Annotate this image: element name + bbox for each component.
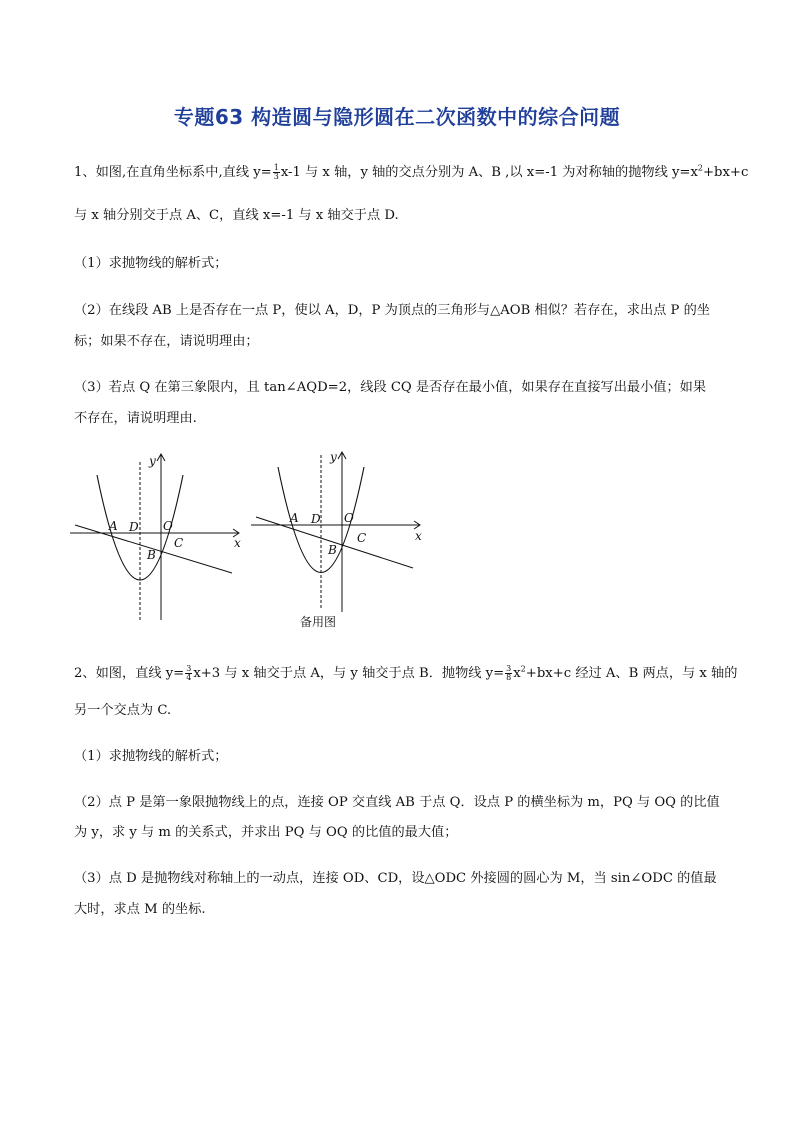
q1-part1: （1）求抛物线的解析式；	[74, 256, 228, 271]
label-c: C	[174, 536, 184, 550]
q2-part2-line2: 为 y，求 y 与 m 的关系式，并求出 PQ 与 OQ 的比值的最大值；	[74, 825, 458, 840]
q2-text: x+3 与 x 轴交于点 A，与 y 轴交于点 B．抛物线 y=	[193, 666, 505, 681]
label-x: x	[415, 529, 422, 543]
label-a: A	[109, 519, 118, 533]
figure-2-svg	[251, 450, 431, 630]
q2-variable: x	[513, 666, 521, 681]
label-o: O	[344, 511, 354, 525]
page-title: 专题63 构造圆与隐形圆在二次函数中的综合问题	[173, 105, 621, 129]
figure-2	[251, 450, 431, 634]
q2-stem-line1	[74, 664, 738, 683]
q1-stem-line1	[74, 163, 749, 182]
label-a: A	[290, 511, 299, 525]
label-d: D	[129, 520, 139, 534]
q2-part3-line2: 大时，求点 M 的坐标.	[74, 902, 206, 917]
q1-text: +bx+c	[703, 165, 749, 180]
q1-text: x-1 与 x 轴，y 轴的交点分别为 A、B ,以 x=-1 为对称轴的抛物线 y=x	[280, 165, 698, 180]
q1-fraction: $\frac{1}{3}$	[273, 163, 279, 181]
q2-fraction-1: $\frac{3}{4}$	[186, 664, 192, 682]
q2-part3-line1: （3）点 D 是抛物线对称轴上的一动点，连接 OD、CD，设△ODC 外接圆的圆心为 M，当 sin∠ODC 的值最	[74, 871, 717, 886]
label-o: O	[163, 519, 173, 533]
label-b: B	[147, 548, 156, 562]
label-x: x	[234, 536, 241, 550]
q1-stem-line2: 与 x 轴分别交于点 A、C，直线 x=-1 与 x 轴交于点 D.	[74, 208, 399, 223]
label-y: y	[149, 454, 156, 468]
q1-exponent: 2	[697, 163, 703, 173]
q1-part3-line2: 不存在，请说明理由.	[74, 411, 197, 426]
q1-part3-line1: （3）若点 Q 在第三象限内，且 tan∠AQD=2，线段 CQ 是否存在最小值，如果存在直接写出最小值；如果	[74, 380, 707, 395]
q2-part1: （1）求抛物线的解析式；	[74, 749, 228, 764]
q1-part2-line2: 标；如果不存在，请说明理由；	[74, 334, 259, 349]
q2-exponent: 2	[520, 664, 526, 674]
label-d: D	[311, 512, 321, 526]
q2-part2-line1: （2）点 P 是第一象限抛物线上的点，连接 OP 交直线 AB 于点 Q．设点 P 的横坐标为 m，PQ 与 OQ 的比值	[74, 795, 720, 810]
q1-text: 1、如图,在直角坐标系中,直线 y=	[74, 165, 272, 180]
q2-fraction-2: $\frac{3}{8}$	[506, 664, 512, 682]
figure-1-svg	[70, 450, 250, 630]
figure-caption: 备用图	[300, 615, 337, 629]
label-y: y	[330, 450, 337, 464]
label-c: C	[357, 531, 367, 545]
label-b: B	[328, 543, 337, 557]
q2-text: +bx+c 经过 A、B 两点，与 x 轴的	[525, 666, 738, 681]
q2-stem-line2: 另一个交点为 C.	[74, 703, 172, 718]
figure-1	[70, 450, 250, 634]
q2-text: 2、如图，直线 y=	[74, 666, 185, 681]
q1-part2-line1: （2）在线段 AB 上是否存在一点 P，使以 A，D，P 为顶点的三角形与△AOB 相似？若存在，求出点 P 的坐	[74, 303, 710, 318]
